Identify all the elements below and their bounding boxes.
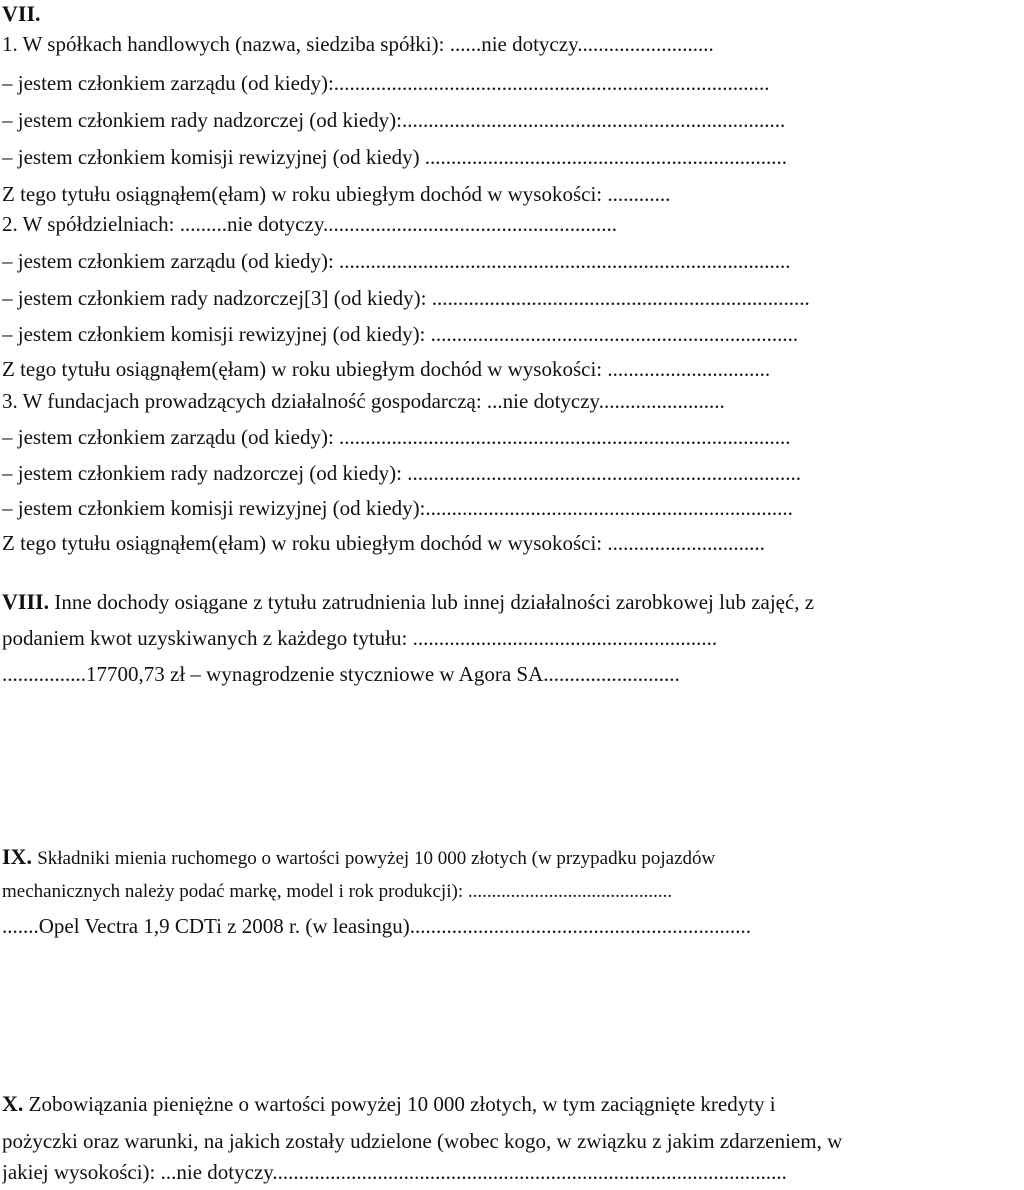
vii-line-11: 3. W fundacjach prowadzących działalność gospodarczą: ...nie dotyczy........................ [2,389,725,413]
section-ix-line-3: .......Opel Vectra 1,9 CDTi z 2008 r. (w leasingu)................................................................. [2,914,751,938]
vii-line-3: – jestem członkiem rady nadzorczej (od kiedy):......................................................................... [2,108,786,132]
section-x-heading: X. [2,1091,24,1116]
section-viii-line-1 [2,588,1024,616]
section-x-line-2: pożyczki oraz warunki, na jakich zostały udzielone (wobec kogo, w związku z jakim zdarzeniem, w [2,1129,843,1153]
section-ix-line-1 [2,843,1024,873]
section-viii-line-3: ................17700,73 zł – wynagrodzenie styczniowe w Agora SA.......................... [2,662,680,686]
section-viii-text-1: Inne dochody osiągane z tytułu zatrudnienia lub innej działalności zarobkowej lub zajęć, z [54,590,815,614]
vii-line-6: 2. W spółdzielniach: .........nie dotyczy........................................................ [2,212,617,236]
vii-line-12: – jestem członkiem zarządu (od kiedy): ...................................................................................... [2,425,791,449]
vii-line-7: – jestem członkiem zarządu (od kiedy): ...................................................................................... [2,249,791,273]
section-ix-text-1: Składniki mienia ruchomego o wartości powyżej 10 000 złotych (w przypadku pojazdów [37,848,716,869]
section-x-line-1 [2,1090,1024,1118]
vii-line-13: – jestem członkiem rady nadzorczej (od kiedy): ........................................................................... [2,461,802,485]
vii-line-5: Z tego tytułu osiągnąłem(ęłam) w roku ubiegłym dochód w wysokości: ............ [2,182,671,206]
section-viii-heading: VIII. [2,589,50,614]
section-viii-line-2: podaniem kwot uzyskiwanych z każdego tytułu: .......................................................... [2,626,718,650]
vii-line-10: Z tego tytułu osiągnąłem(ęłam) w roku ubiegłym dochód w wysokości: ............................... [2,357,771,381]
vii-line-2: – jestem członkiem zarządu (od kiedy):................................................................................... [2,71,770,95]
section-vii-heading: VII. [2,1,41,26]
vii-line-15: Z tego tytułu osiągnąłem(ęłam) w roku ubiegłym dochód w wysokości: .............................. [2,531,765,555]
vii-line-14: – jestem członkiem komisji rewizyjnej (od kiedy):...................................................................... [2,496,793,520]
vii-line-1: 1. W spółkach handlowych (nazwa, siedziba spółki): ......nie dotyczy.......................... [2,32,714,56]
vii-line-8: – jestem członkiem rady nadzorczej[3] (od kiedy): ........................................................................ [2,286,810,310]
section-x-line-3: jakiej wysokości): ...nie dotyczy.................................................................................................. [2,1160,787,1184]
section-ix-heading: IX. [2,844,32,869]
vii-line-9: – jestem członkiem komisji rewizyjnej (od kiedy): ...................................................................... [2,322,799,346]
section-ix-line-2: mechanicznych należy podać markę, model i rok produkcji): ........................................... [2,881,673,902]
section-x-text-1: Zobowiązania pieniężne o wartości powyżej 10 000 złotych, w tym zaciągnięte kredyty i [28,1092,776,1116]
vii-line-4: – jestem członkiem komisji rewizyjnej (od kiedy) ..................................................................... [2,145,788,169]
